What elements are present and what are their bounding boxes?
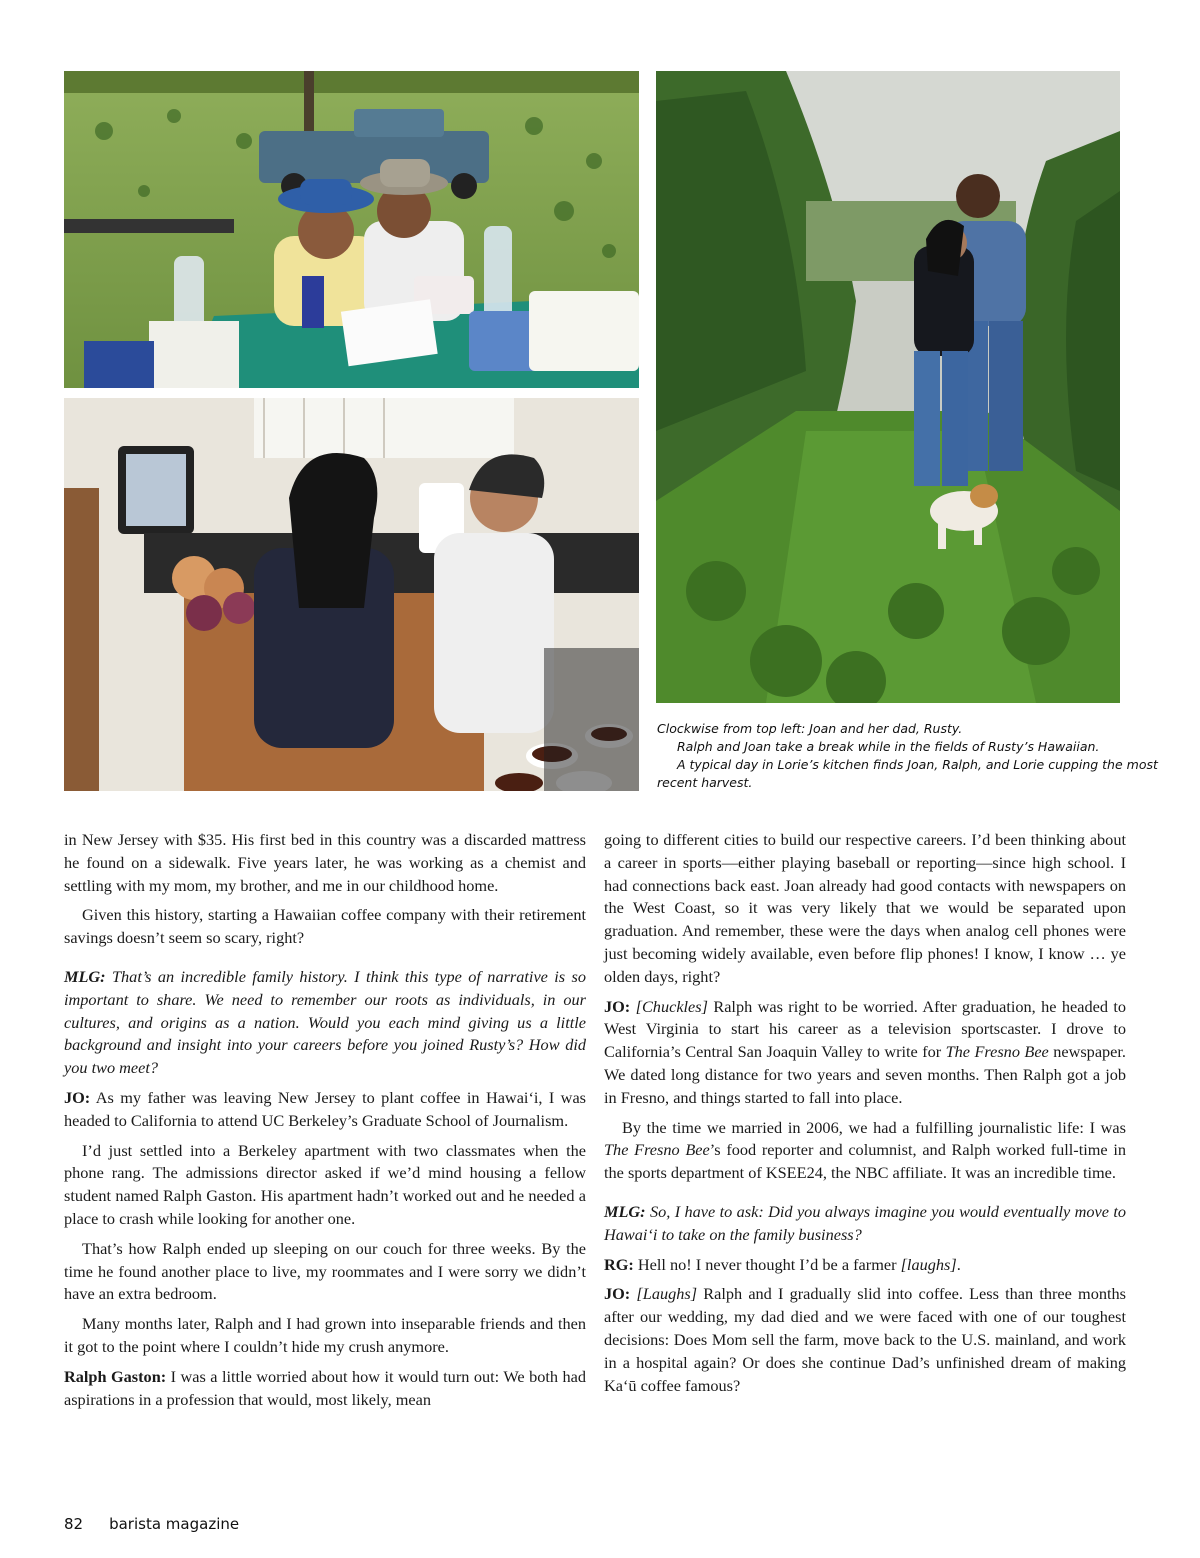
stage-direction: [Laughs] xyxy=(636,1284,698,1304)
publication-title: The Fresno Bee xyxy=(604,1140,710,1160)
stage-direction: [laughs] xyxy=(900,1254,957,1274)
publication-title: The Fresno Bee xyxy=(945,1042,1049,1062)
photo-kitchen-cupping xyxy=(64,398,639,791)
speaker-label: JO: xyxy=(604,1284,631,1304)
paragraph xyxy=(604,1117,1126,1185)
paragraph-text: By the time we married in 2006, we had a fulfilling journalistic life: I was xyxy=(622,1117,1126,1137)
paragraph: I’d just settled into a Berkeley apartment with two classmates when the phone rang. The admissions director asked if we’d mind housing a fellow student named Ralph Gaston. His apartment hadn’t worked out and he needed a place to crash while looking for another one. xyxy=(64,1140,586,1228)
caption-line-1: Clockwise from top left: Joan and her dad, Rusty. xyxy=(657,721,963,736)
photo-caption xyxy=(657,720,1158,792)
photo-father-daughter-picnic xyxy=(64,71,639,388)
page-number: 82 xyxy=(64,1515,84,1533)
paragraph-text: ’s food reporter and columnist, and Ralph worked full-time in the sports department of KSEE24, the NBC affiliate. It was an incredible time. xyxy=(604,1140,1127,1183)
answer-text: Ralph was right to be worried. After graduation, he headed to West Virginia to start his career as a television sportscaster. I drove to California’s Central San Joaquin Valley to write for xyxy=(604,996,1126,1062)
answer-paragraph xyxy=(604,1283,1126,1397)
answer-paragraph xyxy=(604,996,1126,1110)
stage-direction: [Chuckles] xyxy=(635,996,708,1016)
paragraph: Many months later, Ralph and I had grown into inseparable friends and then it got to the point where I couldn’t hide my crush anymore. xyxy=(64,1314,586,1356)
answer-paragraph xyxy=(604,1254,1126,1277)
answer-text: I was a little worried about how it would turn out: We both had aspirations in a profession that would, most likely, mean xyxy=(64,1366,586,1409)
punctuation: . xyxy=(956,1254,961,1274)
article-column-left xyxy=(64,829,586,1418)
answer-text: As my father was leaving New Jersey to plant coffee in Hawai‘i, I was headed to California to attend UC Berkeley’s Graduate School of Journalism. xyxy=(64,1087,587,1130)
answer-text: newspaper. We dated long distance for two years and seven months. Then Ralph got a job in Fresno, and things started to fall into place. xyxy=(604,1042,1127,1107)
answer-paragraph xyxy=(64,1087,586,1133)
publication-name: barista magazine xyxy=(109,1515,240,1533)
question-text: So, I have to ask: Did you always imagine you would eventually move to Hawai‘i to take on the family business? xyxy=(604,1201,1126,1244)
paragraph: in New Jersey with $35. His first bed in this country was a discarded mattress he found on a sidewalk. Five years later, he was working as a chemist and settling with my mom, my brother, and me in our childhood home. xyxy=(64,830,586,895)
speaker-label: RG: xyxy=(604,1254,634,1274)
interviewer-question xyxy=(64,966,586,1080)
paragraph: going to different cities to build our respective careers. I’d been thinking about a career in sports—either playing baseball or reporting—since high school. I had connections back east. Joan already had good contacts with newspapers on the West Coast, so it was very likely that we would be separated upon graduation. And remember, these were the days when analog cell phones were just becoming widely available, even before flip phones! I know, I know … ye olden days, right? xyxy=(604,830,1126,986)
paragraph: Given this history, starting a Hawaiian coffee company with their retirement savings doesn’t seem so scary, right? xyxy=(64,905,586,948)
caption-line-4: recent harvest. xyxy=(657,775,753,790)
speaker-label: MLG: xyxy=(604,1201,646,1221)
question-text: That’s an incredible family history. I think this type of narrative is so important to share. We need to remember our roots as individuals, in our cultures, and origins as a nation. Would you each mind giving us a little background and insight into your careers before you joined Rusty’s? How did you two meet? xyxy=(64,966,586,1078)
speaker-label: JO: xyxy=(64,1087,91,1107)
answer-text: Hell no! I never thought I’d be a farmer xyxy=(637,1254,897,1274)
photo-couple-coffee-field xyxy=(656,71,1120,703)
answer-paragraph xyxy=(64,1366,586,1412)
article-column-right xyxy=(604,829,1126,1404)
speaker-label: MLG: xyxy=(64,966,106,986)
answer-text: Ralph and I gradually slid into coffee. Less than three months after our wedding, my dad died and we were faced with one of our toughest decisions: Does Mom sell the farm, move back to the U.S. mainland, and work in a hospital again? Or does she continue Dad’s unfinished dream of making Ka‘ū coffee famous? xyxy=(604,1284,1126,1395)
caption-line-3: A typical day in Lorie’s kitchen finds Joan, Ralph, and Lorie cupping the most xyxy=(677,757,1158,772)
interviewer-question xyxy=(604,1201,1126,1247)
caption-line-2: Ralph and Joan take a break while in the fields of Rusty’s Hawaiian. xyxy=(677,739,1100,754)
speaker-label: JO: xyxy=(604,996,631,1016)
page-footer xyxy=(64,1515,239,1533)
paragraph: That’s how Ralph ended up sleeping on our couch for three weeks. By the time he found another place to live, my roommates and I were sorry we didn’t have an extra bedroom. xyxy=(64,1238,586,1304)
speaker-label: Ralph Gaston: xyxy=(64,1366,167,1386)
